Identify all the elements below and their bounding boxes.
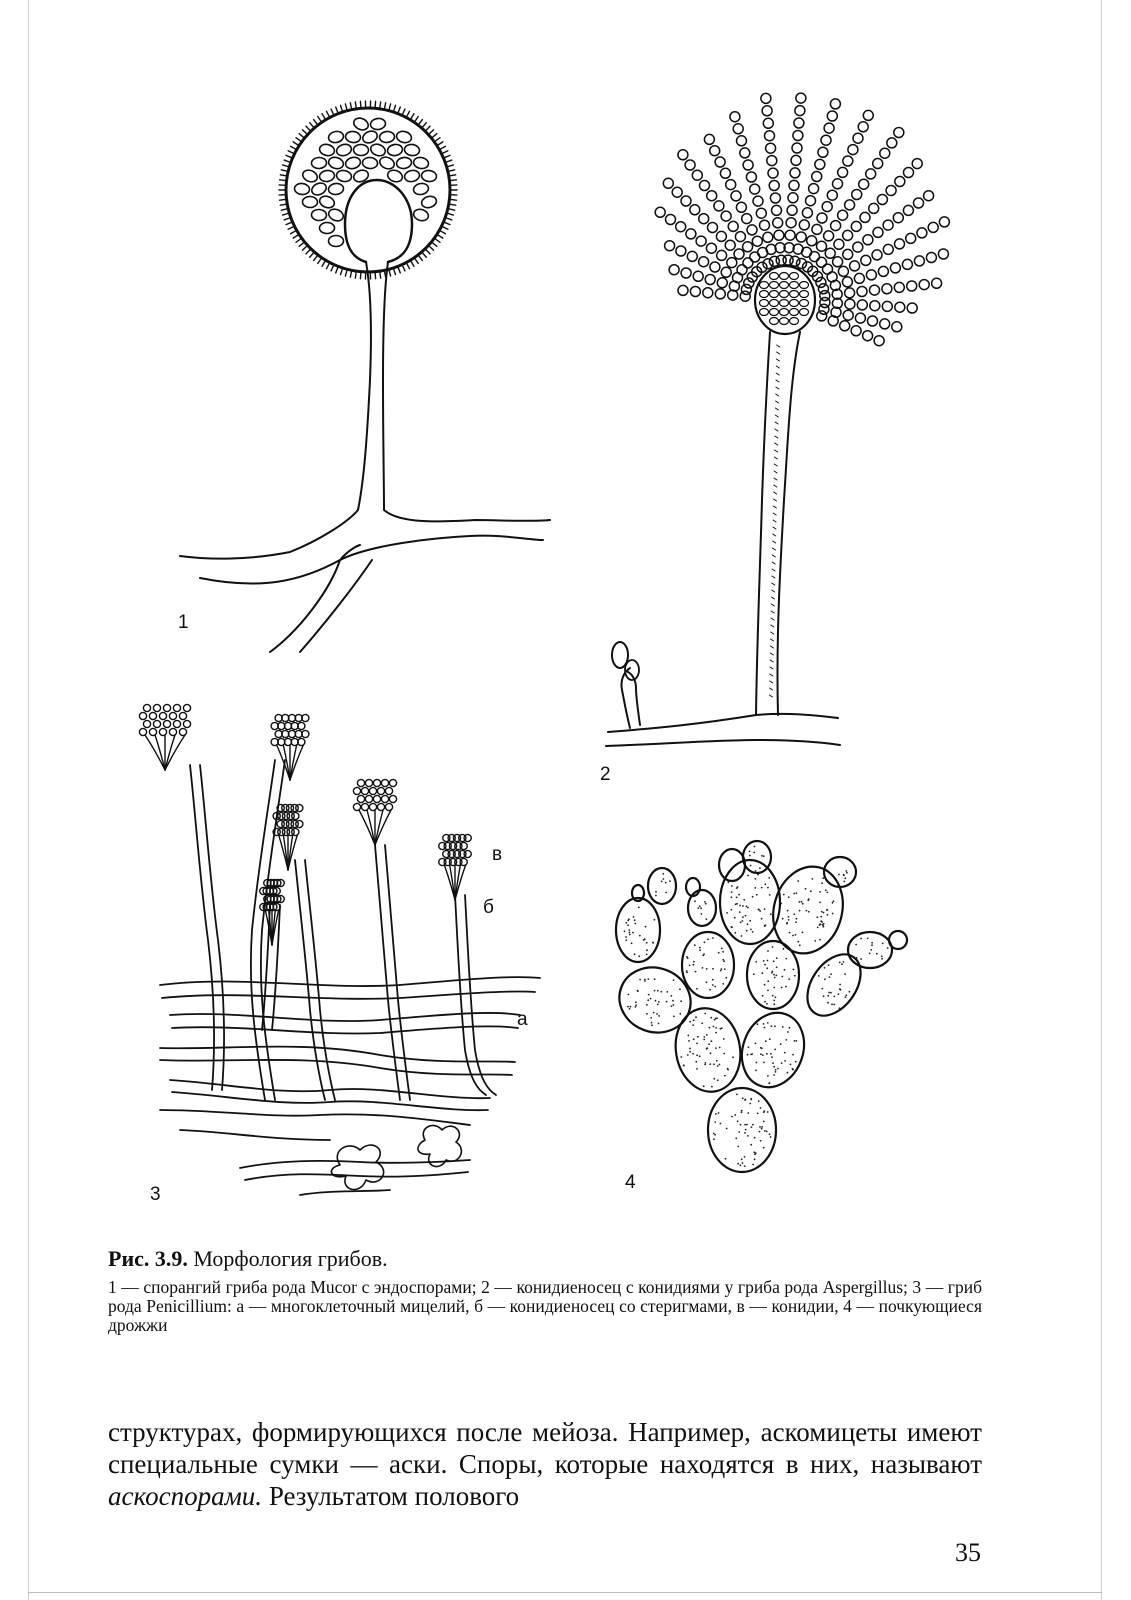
label-conidia-v: в [492,844,503,865]
caption-title: Морфология грибов. [193,1246,388,1271]
label-conidiophore-b: б [483,897,494,918]
budding-yeast-drawing [610,841,907,1172]
body-term-ascospores: аскоспорами. [108,1481,263,1511]
mucor-sporangium-drawing [180,101,550,652]
page-edge-bottom [28,1592,1102,1593]
aspergillus-conidiophore-drawing [606,93,949,746]
body-paragraph [108,1416,982,1512]
label-mycelium-a: а [517,1009,528,1030]
figure-label-2: 2 [600,764,611,785]
figure-label-1: 1 [178,612,189,633]
penicillium-drawing [139,704,540,1195]
caption-title-line [108,1246,982,1272]
body-text-end: Результатом полового [262,1481,520,1511]
figure-label-3: 3 [150,1184,161,1205]
figure-label-4: 4 [625,1172,636,1193]
caption-legend: 1 — спорангий гриба рода Mucor с эндоспорами; 2 — конидиеносец с конидиями у гриба рода Aspergillus; 3 — гриб рода Penicillium: а — многоклеточный мицелий, б — конидиеносец со стеригмами, в — конидии, 4 — почкующиеся дрожжи [108,1277,982,1335]
page-number: 35 [955,1538,981,1567]
figure-caption [108,1246,982,1335]
caption-label: Рис. 3.9. [108,1246,188,1271]
body-text-start: структурах, формирующихся после мейоза. Например, аскомицеты имеют специальные сумки — аски. Споры, которые находятся в них, называют [108,1417,982,1479]
